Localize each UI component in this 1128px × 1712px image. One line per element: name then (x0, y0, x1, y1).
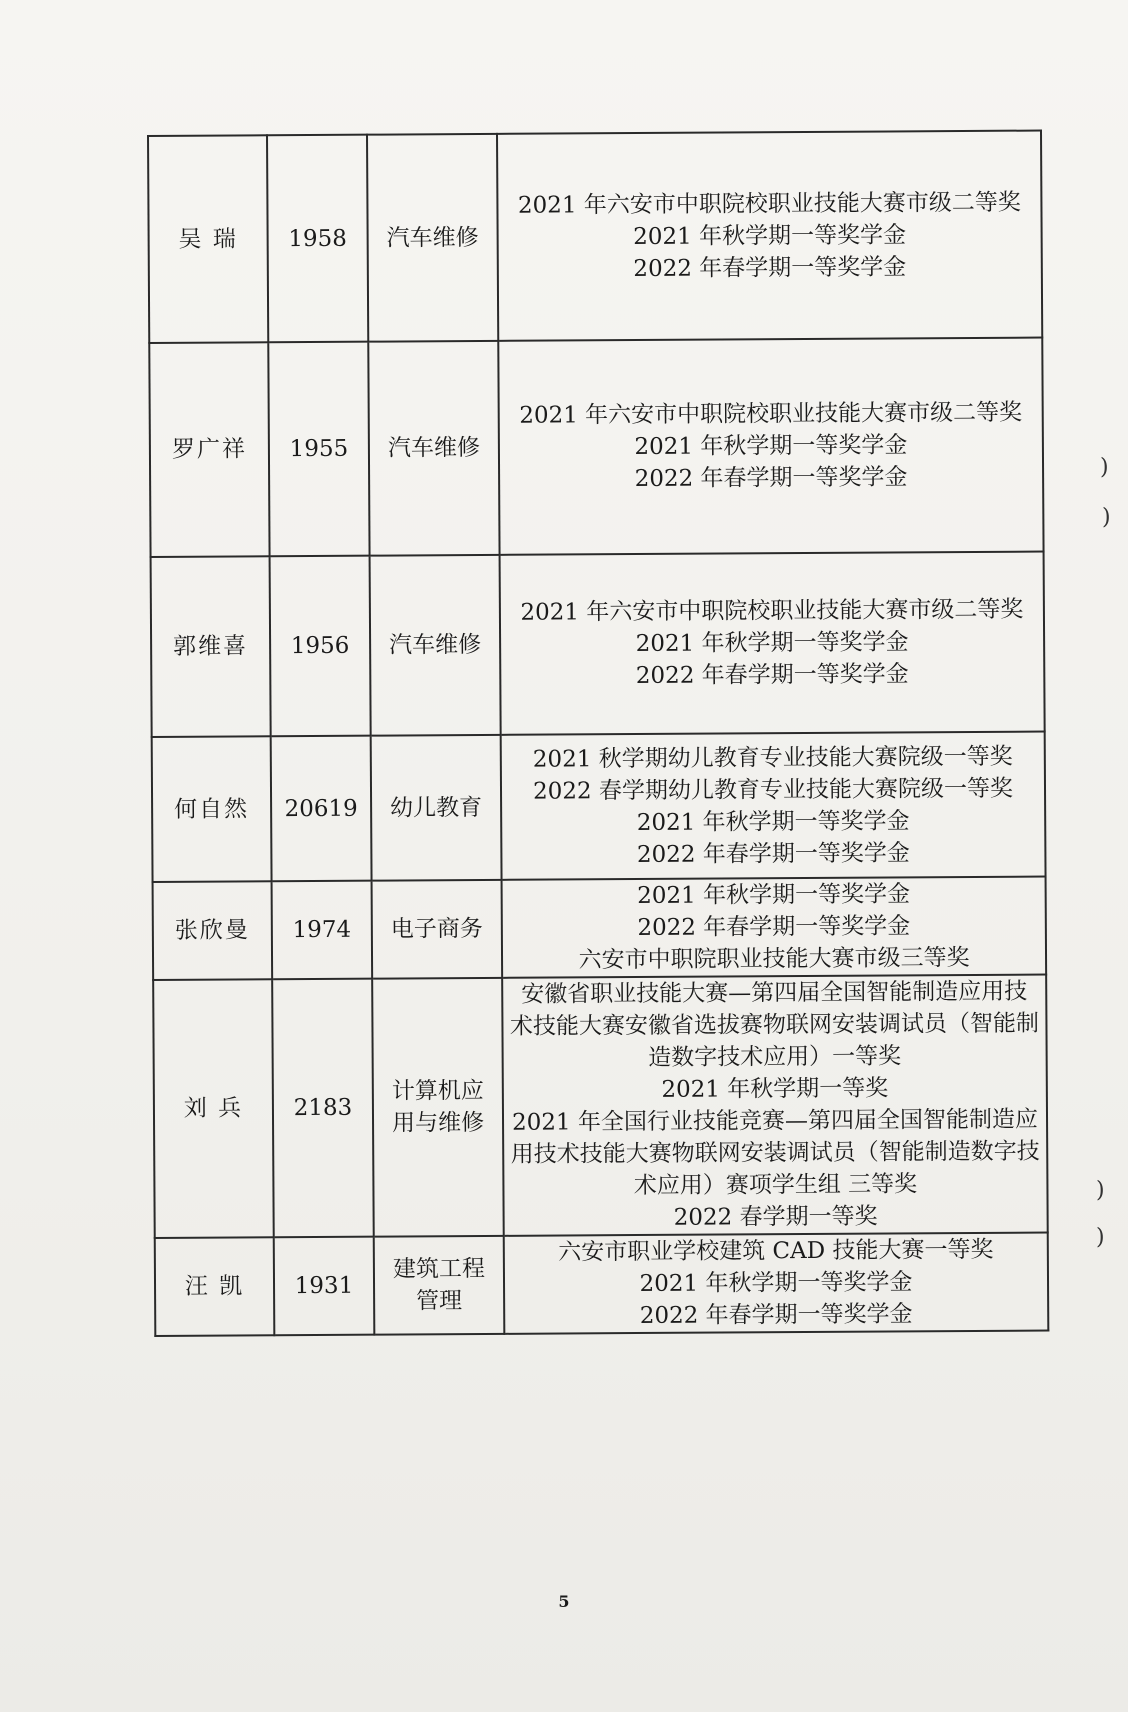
award-line: 六安市职业学校建筑 CAD 技能大赛一等奖 (558, 1236, 994, 1266)
award-line: 术技能大赛安徽省选拔赛物联网安装调试员（智能制 (509, 1010, 1040, 1040)
award-line: 2022 年春学期一等奖学金 (639, 1301, 913, 1330)
binding-mark: ) (1102, 505, 1111, 530)
major-cell (368, 341, 499, 556)
student-name-cell: 何自然 (152, 736, 272, 882)
major-cell (371, 735, 502, 881)
student-id-cell: 1974 (272, 881, 373, 980)
major-cell (370, 555, 501, 736)
table-row (155, 1233, 1049, 1336)
award-line: 2022 年春学期一等奖学金 (637, 913, 911, 942)
binding-mark: ) (1100, 455, 1109, 480)
award-line: 六安市中职院职业技能大赛市级三等奖 (578, 944, 970, 974)
major-cell (372, 978, 504, 1237)
major-line: 幼儿教育 (390, 794, 483, 822)
student-name-cell: 罗广祥 (149, 342, 269, 557)
major-line: 汽车维修 (389, 631, 482, 659)
award-line: 2021 年全国行业技能竞赛—第四届全国智能制造应 (512, 1106, 1039, 1136)
student-name-cell: 汪 凯 (155, 1237, 275, 1336)
student-id-cell: 1931 (274, 1237, 375, 1336)
award-line: 2022 年春学期一等奖学金 (635, 661, 909, 690)
table-row (153, 975, 1048, 1238)
table-row (151, 552, 1045, 737)
awards-table (147, 130, 1049, 1337)
page-number: 5 (558, 1592, 570, 1611)
student-name-cell: 吴 瑞 (148, 135, 268, 343)
major-cell (367, 134, 498, 342)
student-id-cell: 20619 (271, 736, 372, 882)
award-line: 2022 年春学期一等奖学金 (633, 253, 907, 282)
binding-mark: ) (1096, 1225, 1105, 1250)
table-row (152, 732, 1046, 882)
awards-cell (501, 732, 1046, 880)
award-line: 用技术技能大赛物联网安装调试员（智能制造数字技 (510, 1138, 1040, 1168)
award-line: 2021 年秋学期一等奖学金 (635, 629, 909, 658)
major-cell (374, 1236, 505, 1335)
student-name-cell: 张欣曼 (153, 881, 273, 980)
awards-cell (498, 338, 1043, 555)
student-id-cell: 1958 (267, 135, 368, 343)
awards-cell (504, 1233, 1049, 1334)
major-line: 建筑工程 (392, 1255, 486, 1283)
major-line: 汽车维修 (386, 224, 479, 252)
awards-cell (502, 975, 1048, 1236)
major-line: 管理 (416, 1288, 463, 1315)
major-line: 汽车维修 (387, 434, 480, 462)
award-line: 2022 春学期幼儿教育专业技能大赛院级一等奖 (532, 775, 1014, 805)
award-line: 2021 年秋学期一等奖学金 (633, 221, 907, 250)
award-line: 2021 年秋学期一等奖学金 (634, 432, 908, 461)
award-line: 2022 年春学期一等奖学金 (636, 839, 910, 868)
award-line: 2021 年六安市中职院校职业技能大赛市级二等奖 (519, 399, 1023, 429)
award-line: 2021 年秋学期一等奖学金 (639, 1269, 913, 1298)
major-line: 用与维修 (391, 1109, 485, 1137)
award-line: 2021 年秋学期一等奖 (661, 1075, 889, 1103)
student-id-cell: 1956 (270, 556, 371, 737)
awards-cell (497, 131, 1042, 341)
student-id-cell: 2183 (272, 979, 374, 1238)
award-line: 2022 年春学期一等奖学金 (634, 464, 908, 493)
student-id-cell: 1955 (268, 342, 369, 557)
table-row (149, 338, 1043, 557)
major-line: 计算机应 (391, 1077, 484, 1105)
award-line: 2021 年秋学期一等奖学金 (637, 881, 911, 910)
award-line: 2021 年六安市中职院校职业技能大赛市级二等奖 (520, 596, 1024, 626)
award-line: 2021 年秋学期一等奖学金 (636, 807, 910, 836)
awards-cell (500, 552, 1045, 735)
award-line: 2021 秋学期幼儿教育专业技能大赛院级一等奖 (532, 743, 1013, 773)
award-line: 2021 年六安市中职院校职业技能大赛市级二等奖 (517, 189, 1021, 219)
award-line: 术应用）赛项学生组 三等奖 (633, 1171, 918, 1200)
award-line: 造数字技术应用）一等奖 (648, 1043, 902, 1071)
student-name-cell: 郭维喜 (151, 556, 271, 737)
binding-mark: ) (1096, 1178, 1105, 1203)
award-line: 2022 春学期一等奖 (673, 1203, 878, 1231)
table-row (148, 131, 1042, 343)
awards-cell (502, 877, 1047, 978)
table-row (153, 877, 1047, 980)
major-cell (372, 880, 503, 979)
major-line: 电子商务 (390, 915, 483, 943)
award-line: 安徽省职业技能大赛—第四届全国智能制造应用技 (521, 978, 1028, 1008)
student-name-cell: 刘 兵 (153, 979, 274, 1238)
